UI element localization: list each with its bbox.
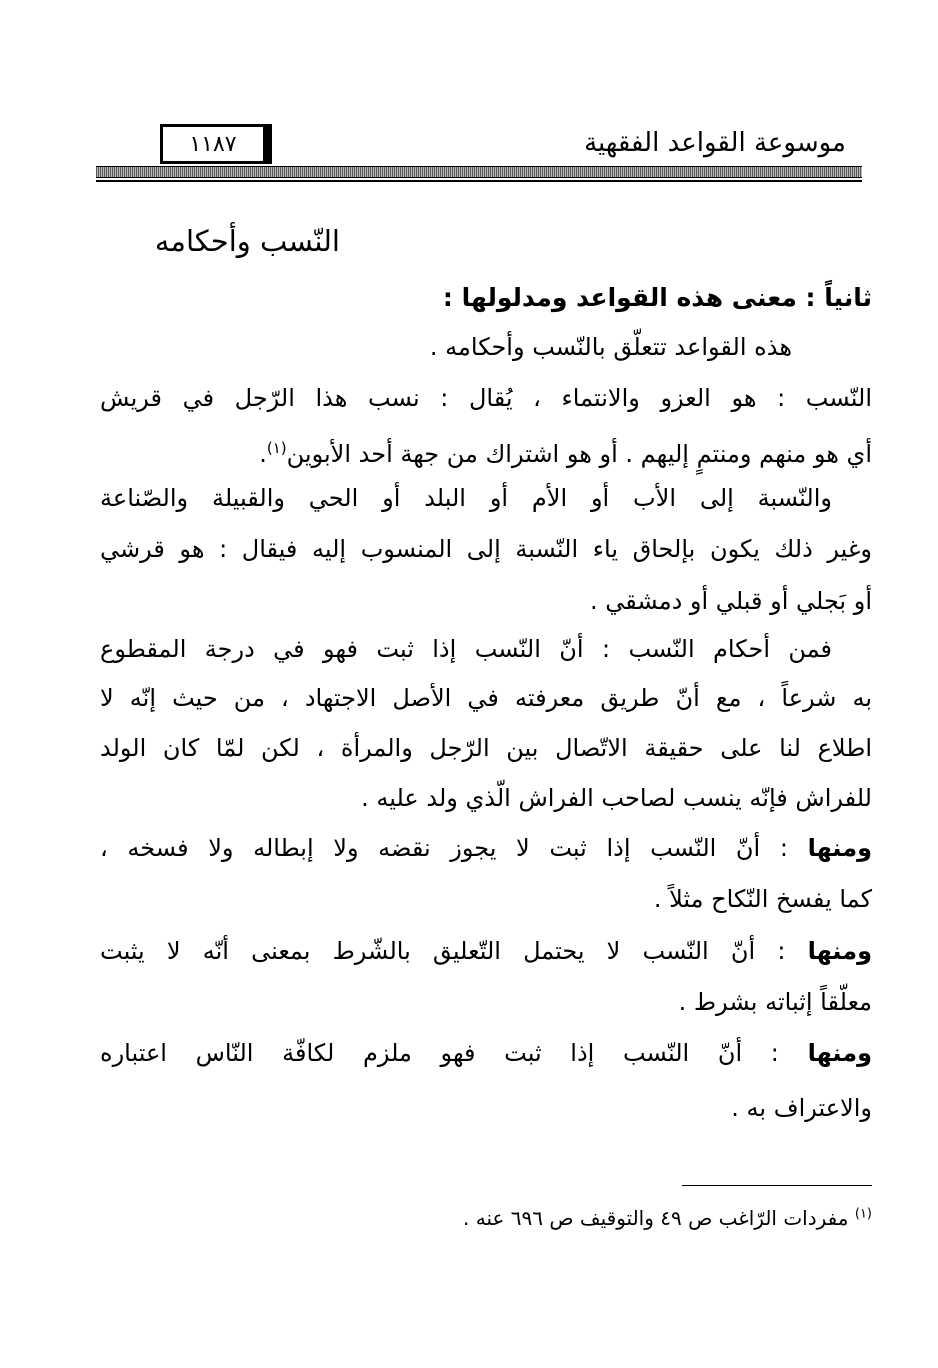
paragraph-line: للفراش فإنّه ينسب لصاحب الفراش الّذي ولد عليه . [361,784,872,812]
paragraph-line: معلّقاً إثباته بشرط . [678,988,872,1016]
footnote [463,1206,872,1230]
paragraph-text: أي هو منهم ومنتمٍ إليهم . أو هو اشتراك من جهة أحد الأبوين [286,440,872,468]
paragraph-line: هذه القواعد تتعلّق بالنّسب وأحكامه . [429,333,792,361]
paragraph-lead: ومنها [807,937,872,965]
paragraph-line: كما يفسخ النّكاح مثلاً . [653,885,872,913]
paragraph-line [259,432,872,470]
paragraph-line: اطلاع لنا على حقيقة الاتّصال بين الرّجل والمرأة ، لكن لمّا كان الولد [100,734,872,762]
paragraph-text: . [259,440,267,468]
paragraph-text: : أنّ النّسب إذا ثبت لا يجوز نقضه ولا إبطاله ولا فسخه ، [100,834,788,862]
paragraph-text: : أنّ النّسب إذا ثبت فهو ملزم لكافّة النّاس اعتباره [100,1039,779,1067]
paragraph-line: فمن أحكام النّسب : أنّ النّسب إذا ثبت فهو في درجة المقطوع [100,635,832,663]
footnote-marker[interactable]: (١) [266,439,287,457]
paragraph-lead: ومنها [807,1039,872,1067]
paragraph-line [100,1037,872,1069]
paragraph-line [100,935,872,967]
paragraph-line [100,832,872,864]
running-title: موسوعة القواعد الفقهية [584,128,846,158]
section-heading: النّسب وأحكامه [154,224,340,258]
footnote-marker: (١) [854,1206,872,1222]
paragraph-lead: ومنها [807,834,872,862]
paragraph-line: وغير ذلك يكون بإلحاق ياء النّسبة إلى المنسوب إليه فيقال : هو قرشي [100,535,872,563]
footnote-text: مفردات الرّاغب ص ٤٩ والتوقيف ص ٦٩٦ عنه . [463,1206,849,1230]
paragraph-line: أو بَجلي أو قبلي أو دمشقي . [589,587,872,615]
subheading: ثانياً : معنى هذه القواعد ومدلولها : [442,283,872,312]
paragraph-line: النّسب : هو العزو والانتماء ، يُقال : نسب هذا الرّجل في قريش [100,384,872,412]
page-number: ١١٨٧ [160,124,266,164]
paragraph-line: به شرعاً ، مع أنّ طريق معرفته في الأصل الاجتهاد ، من حيث إنّه لا [100,684,872,712]
paragraph-line: والاعتراف به . [731,1094,872,1122]
footnote-rule [682,1185,872,1186]
paragraph-text: : أنّ النّسب لا يحتمل التّعليق بالشّرط بمعنى أنّه لا يثبت [100,937,786,965]
header-rule-thin [96,180,862,182]
paragraph-line: والنّسبة إلى الأب أو الأم أو البلد أو الحي والقبيلة والصّناعة [100,484,832,512]
header-rule [96,166,862,178]
